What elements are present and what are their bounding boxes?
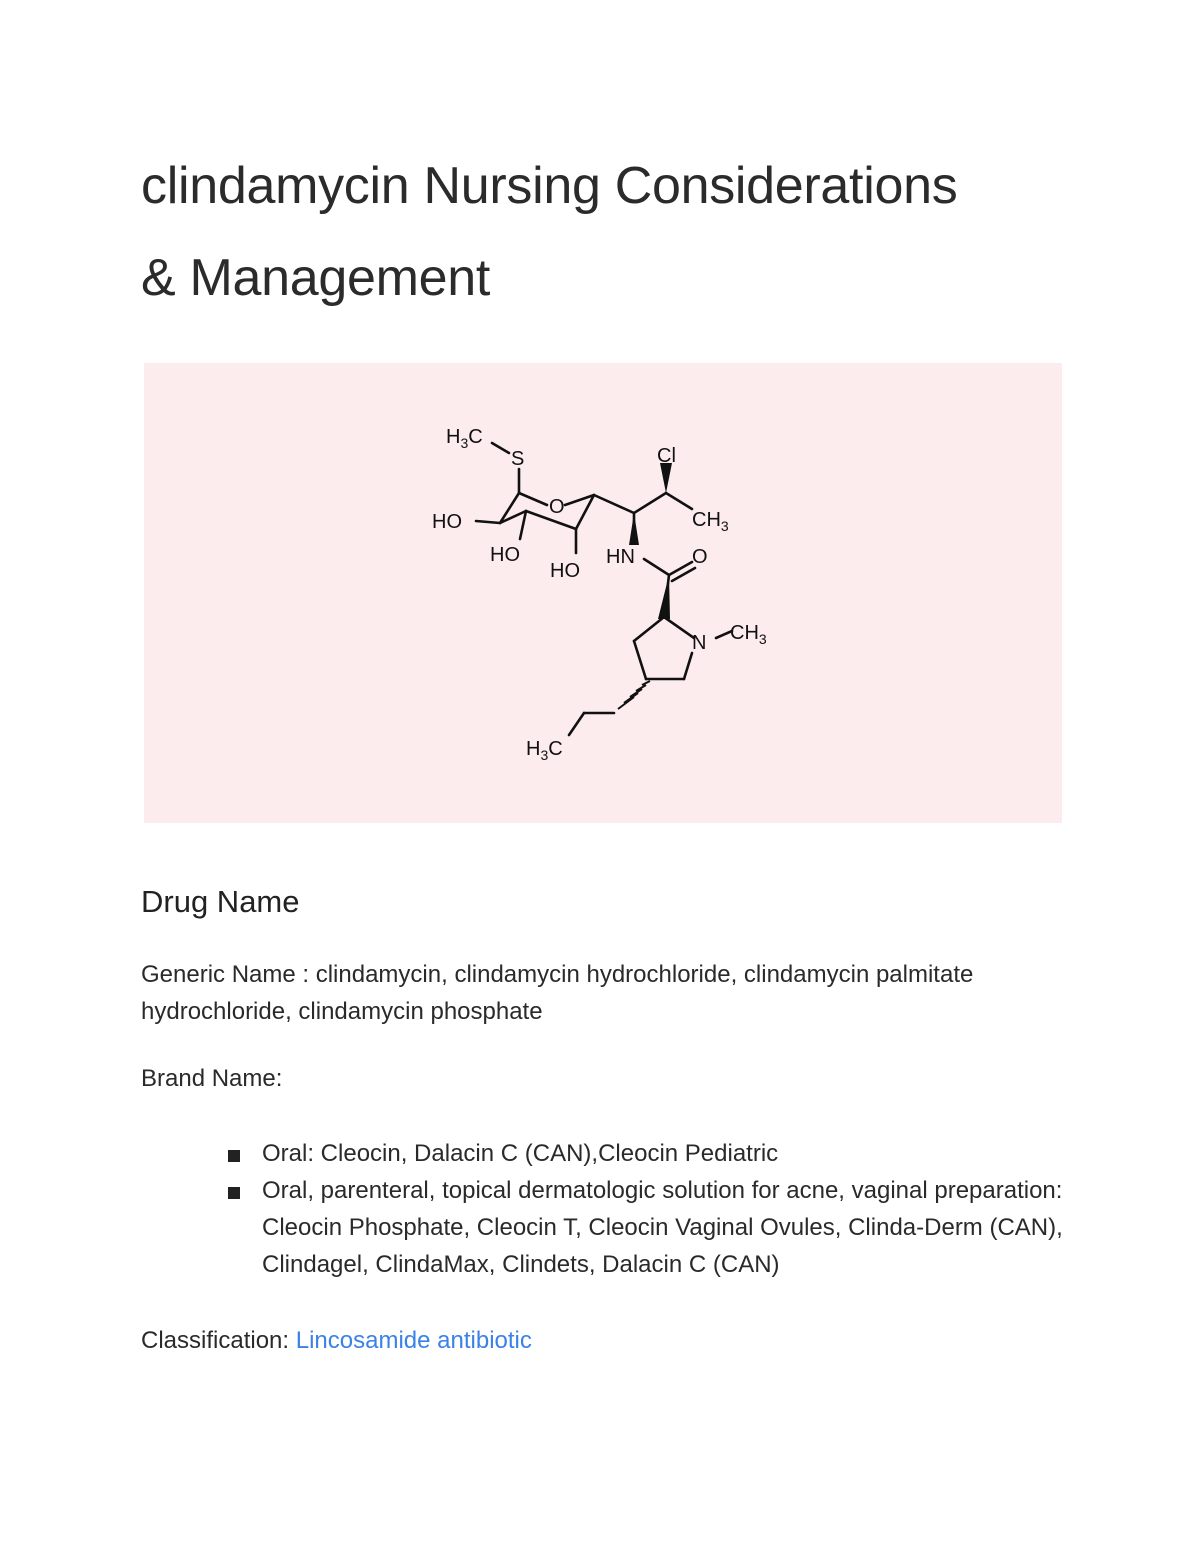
- label-ch3-n: $CH_3$: [730, 622, 767, 647]
- brand-name-label: Brand Name:: [141, 1065, 283, 1092]
- wedge-cl: [660, 463, 672, 493]
- title-line-1: clindamycin Nursing Considerations: [141, 157, 958, 215]
- bond-c3-ho: [520, 511, 526, 539]
- label-cl: Cl: [657, 445, 676, 467]
- section-heading-drug-name: Drug Name: [141, 884, 300, 919]
- label-ch3-right: $CH_3$: [692, 509, 729, 534]
- list-item: [225, 1135, 1085, 1172]
- label-o-ring: O: [549, 496, 565, 518]
- title-line-2: & Management: [141, 249, 491, 307]
- label-ho-mid: HO: [490, 544, 520, 566]
- square-bullet-icon: [228, 1150, 240, 1162]
- classification-link[interactable]: Lincosamide antibiotic: [295, 1327, 532, 1354]
- chemical-structure-figure: [144, 363, 1062, 823]
- bond-hn-c: [644, 559, 669, 575]
- brand-name-list: [225, 1135, 1085, 1283]
- generic-name-text: Generic Name : clindamycin, clindamycin hydrochloride, clindamycin palmitate hydrochloride, clindamycin phosphate: [141, 961, 974, 1025]
- bond-ch3-s: [492, 443, 509, 453]
- brand-item-text: Oral, parenteral, topical dermatologic solution for acne, vaginal preparation: Cleocin Phosphate, Cleocin T, Cleocin Vaginal Ovules, Clinda-Derm (CAN), Clindagel, ClindaMax, Clindets, Dalacin C (CAN): [262, 1177, 1063, 1278]
- label-o-carbonyl: O: [692, 546, 708, 568]
- hashed-bond-propyl: [618, 681, 650, 709]
- bond-c2-n: [664, 617, 694, 638]
- bond-c2-ho: [476, 521, 500, 523]
- page-title: [141, 140, 1081, 324]
- label-ho-bottom: HO: [550, 560, 580, 582]
- bond-c3-c2: [634, 617, 664, 641]
- bond-c6-c7: [634, 493, 666, 513]
- classification-line: [141, 1322, 1081, 1359]
- label-h3c-top: $H_3C$: [446, 426, 483, 451]
- bond-propyl-2: [569, 713, 584, 735]
- classification-label: Classification:: [141, 1327, 296, 1354]
- bond-c5-c6: [594, 495, 634, 513]
- list-item: [225, 1172, 1085, 1283]
- label-ho-left: HO: [432, 511, 462, 533]
- label-s: S: [511, 448, 525, 470]
- label-hn: HN: [606, 546, 635, 568]
- wedge-carbonyl: [658, 575, 670, 619]
- bond-c7-ch3: [666, 493, 692, 509]
- bond-c4-c3: [634, 641, 646, 679]
- label-h3c-bottom: $H_3C$: [526, 738, 563, 763]
- bond-n-c5: [684, 653, 692, 679]
- clindamycin-structure-diagram: [144, 363, 1062, 823]
- bond-c1-o: [519, 493, 547, 505]
- brand-item-text: Oral: Cleocin, Dalacin C (CAN),Cleocin Pediatric: [262, 1140, 779, 1167]
- square-bullet-icon: [228, 1187, 240, 1199]
- label-n: N: [692, 632, 707, 654]
- wedge-hn: [629, 513, 639, 545]
